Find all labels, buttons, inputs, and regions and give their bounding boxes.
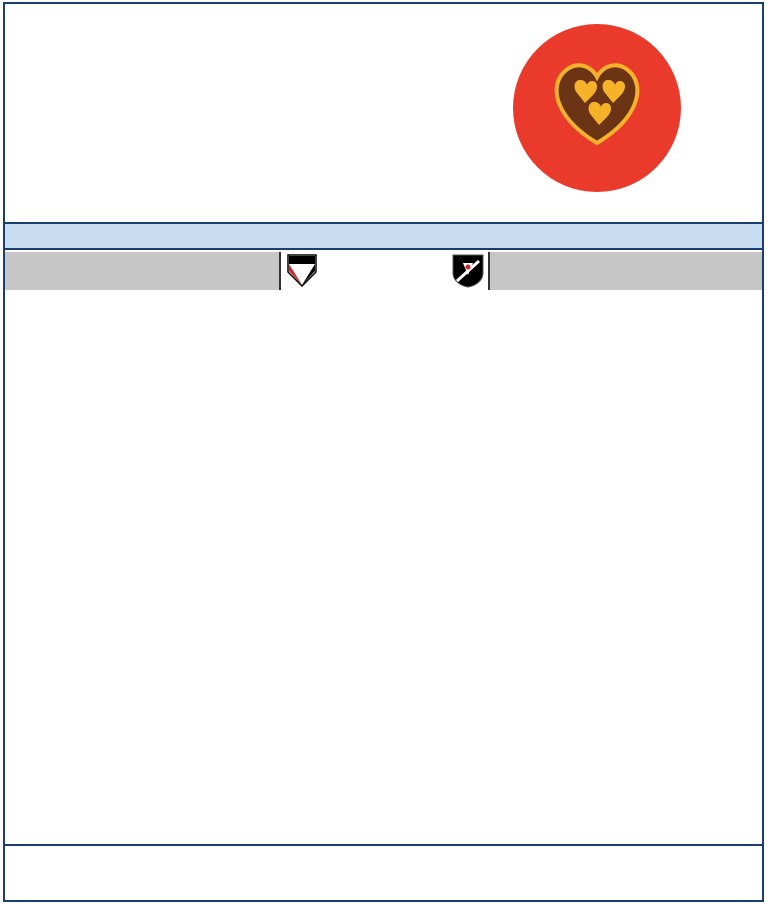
away-team-name [490,252,762,290]
match-report-sheet [3,2,764,902]
sponsor-logo-3-coracoes [505,23,689,193]
spfc-crest-icon [287,254,317,287]
score-cell [279,252,490,290]
vasco-crest-icon [451,253,485,288]
attendance-footer [5,844,762,900]
home-team-name [5,252,279,290]
match-title [5,222,762,250]
